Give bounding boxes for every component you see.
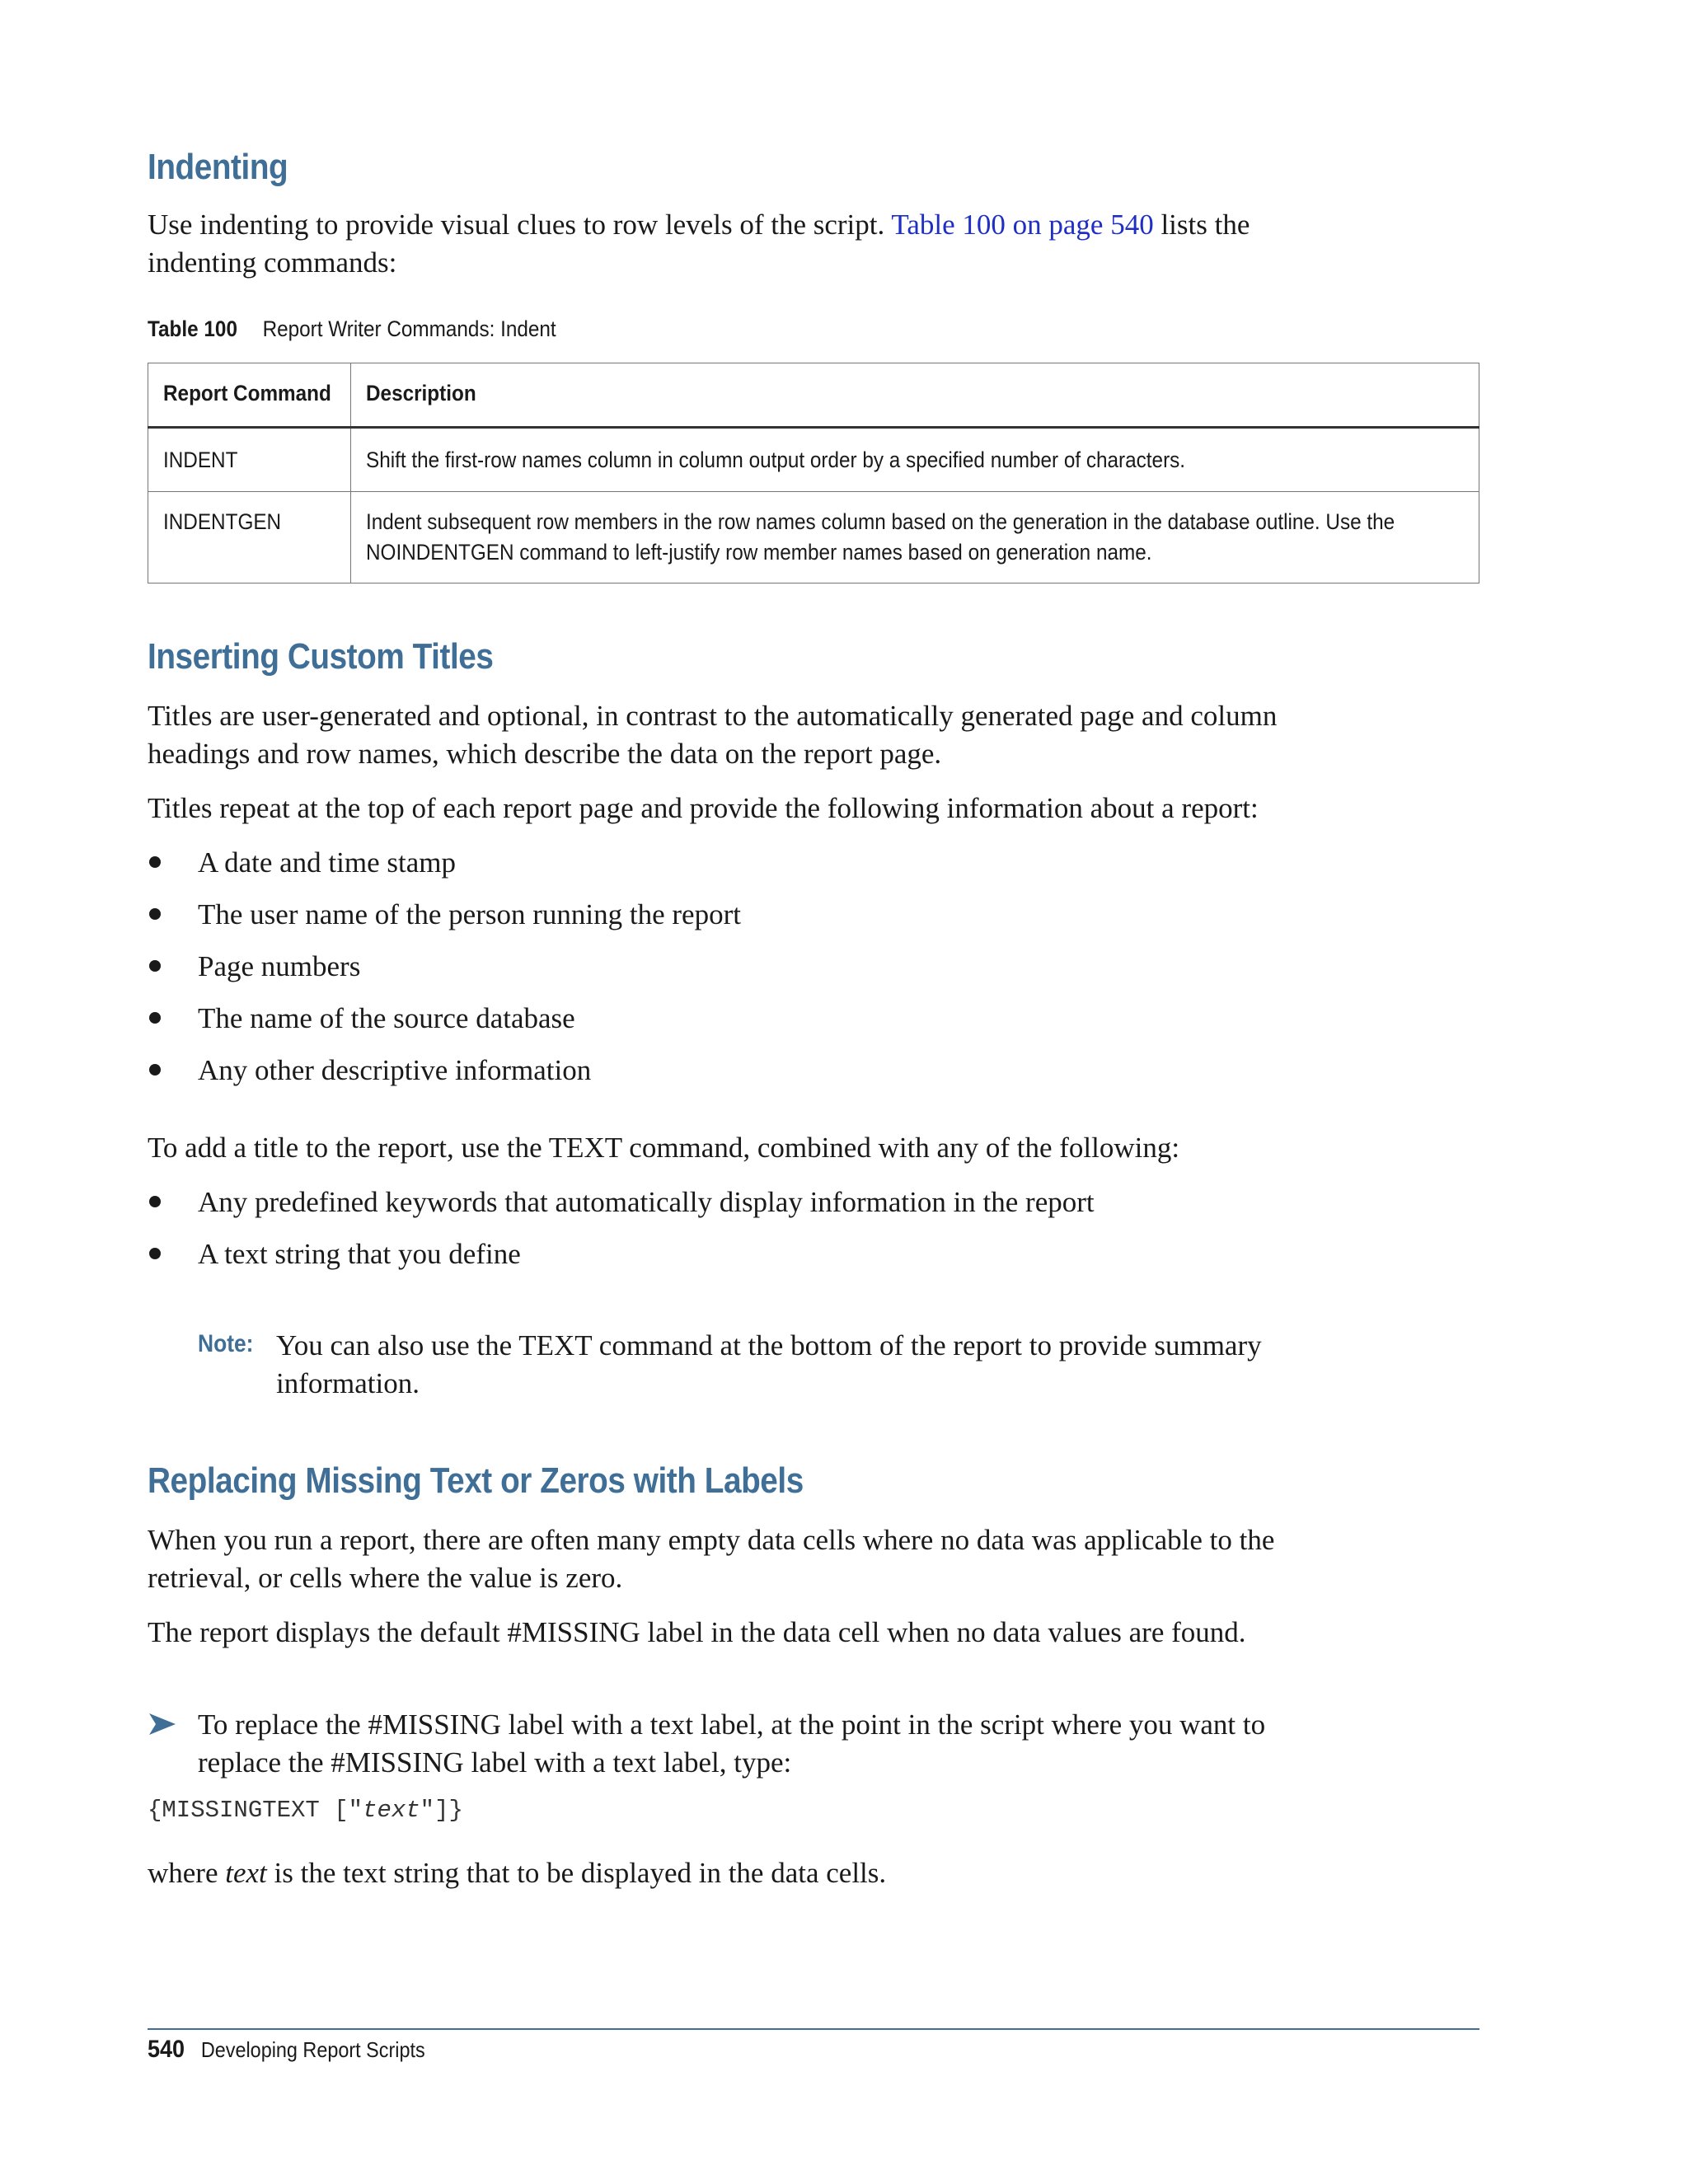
- where-text-start: where: [148, 1857, 226, 1889]
- list-item: [148, 1000, 741, 1052]
- indenting-intro-text: Use indenting to provide visual clues to row levels of the script.: [148, 209, 892, 241]
- chapter-title: Developing Report Scripts: [200, 2037, 425, 2062]
- note-label: Note:: [198, 1330, 254, 1357]
- custom-titles-para-2: Titles repeat at the top of each report page and provide the following information about a report:: [148, 792, 1259, 824]
- heading-custom-titles: Inserting Custom Titles: [148, 636, 494, 677]
- table-caption-number: Table 100: [148, 316, 237, 341]
- table-cell-command: [148, 492, 351, 583]
- table-cell-description: [351, 428, 1479, 492]
- table-cell-description: [351, 492, 1479, 583]
- list-item-text: A date and time stamp: [198, 846, 456, 879]
- bullet-icon: [149, 1064, 161, 1076]
- title-info-list: [148, 844, 741, 1104]
- missing-para-2: The report displays the default #MISSING label in the data cell when no data values are found.: [148, 1616, 1246, 1648]
- list-item-text: The user name of the person running the report: [198, 898, 741, 930]
- note-text: You can also use the TEXT command at the bottom of the report to provide summary information.: [276, 1329, 1262, 1399]
- heading-indenting: Indenting: [148, 147, 288, 187]
- table-100-link[interactable]: Table 100 on page 540: [891, 209, 1154, 241]
- missing-where-para: [148, 1854, 1301, 1892]
- table-caption-title: Report Writer Commands: Indent: [262, 316, 556, 341]
- table-header-command: [148, 363, 351, 428]
- footer-rule: [148, 2028, 1479, 2030]
- step-arrow-icon: [148, 1709, 177, 1739]
- table-header-command-label: Report Command: [163, 381, 331, 405]
- custom-titles-para-1: Titles are user-generated and optional, in contrast to the automatically generated page and column headings and row names, which describe the data on the report page.: [148, 700, 1278, 770]
- table-row: [148, 492, 1479, 583]
- bullet-icon: [149, 960, 161, 972]
- bullet-icon: [149, 1248, 161, 1259]
- table-cell-command-text: INDENT: [163, 448, 238, 472]
- where-text-end: is the text string that to be displayed in the data cells.: [266, 1857, 887, 1889]
- code-text-end: "]}: [420, 1797, 463, 1824]
- list-item: [148, 1235, 1095, 1287]
- text-command-list: [148, 1183, 1095, 1287]
- table-header-description-label: Description: [366, 381, 476, 405]
- list-item-text: The name of the source database: [198, 1002, 575, 1034]
- code-text-start: {MISSINGTEXT [": [148, 1797, 363, 1824]
- indenting-intro: [148, 206, 1301, 282]
- table-cell-command: [148, 428, 351, 492]
- list-item-text: Any predefined keywords that automatically display information in the report: [198, 1186, 1095, 1218]
- list-item: [148, 1052, 741, 1104]
- bullet-icon: [149, 908, 161, 920]
- table-header-description: [351, 363, 1479, 428]
- table-cell-command-text: INDENTGEN: [163, 509, 282, 534]
- bullet-icon: [149, 1196, 161, 1207]
- list-item: [148, 1183, 1095, 1235]
- table-header-row: [148, 363, 1479, 428]
- list-item-text: Any other descriptive information: [198, 1054, 592, 1086]
- list-item: [148, 896, 741, 948]
- bullet-icon: [149, 856, 161, 868]
- table-row: [148, 428, 1479, 492]
- indenting-intro-text-end: lists the indenting commands:: [148, 209, 1250, 279]
- list-item: [148, 948, 741, 1000]
- custom-titles-para-3: To add a title to the report, use the TEXT command, combined with any of the following:: [148, 1132, 1180, 1164]
- heading-missing-labels: Replacing Missing Text or Zeros with Labels: [148, 1460, 804, 1501]
- table-cell-description-text: Indent subsequent row members in the row names column based on the generation in the database outline. Use the NOINDENTGEN command to left-justify row member names based on generation name.: [366, 509, 1395, 565]
- list-item: [148, 844, 741, 896]
- indent-commands-table: [148, 363, 1479, 583]
- page-number: 540: [148, 2036, 185, 2063]
- table-cell-description-text: Shift the first-row names column in column output order by a specified number of characters.: [366, 448, 1186, 472]
- where-variable: text: [225, 1857, 267, 1889]
- procedure-step-text: To replace the #MISSING label with a text label, at the point in the script where you want to replace the #MISSING label with a text label, type:: [198, 1708, 1266, 1779]
- list-item-text: Page numbers: [198, 950, 361, 982]
- list-item-text: A text string that you define: [198, 1238, 521, 1270]
- code-variable: text: [363, 1797, 420, 1824]
- bullet-icon: [149, 1012, 161, 1024]
- code-sample: [148, 1797, 463, 1824]
- page-footer: [148, 2036, 425, 2064]
- missing-para-1: When you run a report, there are often many empty data cells where no data was applicable to the retrieval, or cells where the value is zero.: [148, 1524, 1275, 1594]
- table-caption: [148, 316, 556, 342]
